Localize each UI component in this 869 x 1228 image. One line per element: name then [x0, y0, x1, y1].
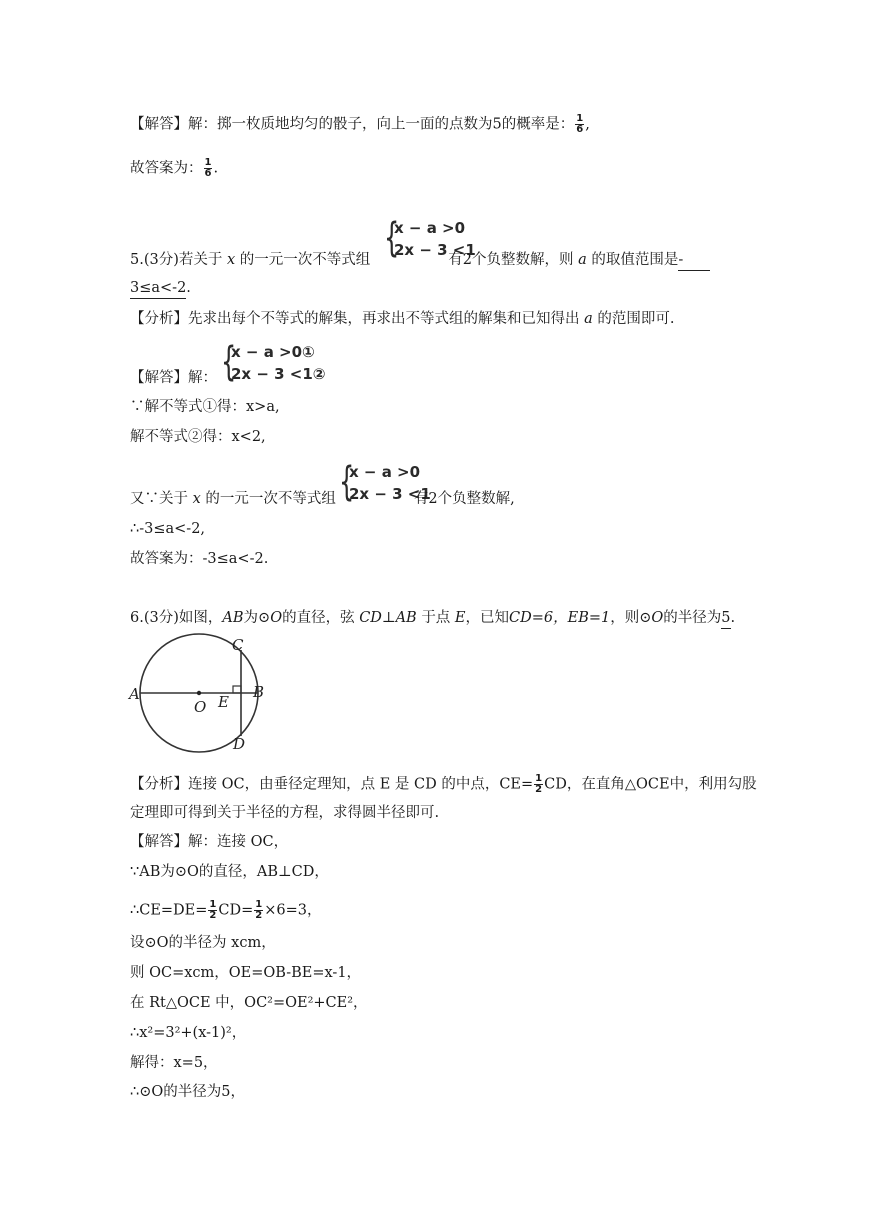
answer-blank: 5: [721, 608, 730, 629]
label-a: A: [129, 685, 140, 703]
q5-step1: ∵解不等式①得：x>a,: [130, 399, 280, 415]
center-point: [197, 691, 201, 695]
q6-step2: ∴CE=DE= $\frac{1}{2}$ CD= $\frac{1}{2}$ ×6=3，: [130, 899, 322, 921]
answer-text: 解：掷一枚质地均匀的骰子，向上一面的点数为5的概率是：: [188, 116, 575, 133]
label-c: C: [232, 636, 244, 654]
brace: {: [221, 339, 237, 385]
label-d: D: [233, 735, 246, 753]
fraction-one-sixth: $\frac{1}{6}$: [204, 157, 212, 179]
q5-answer: 故答案为：-3≤a<-2.: [130, 551, 269, 567]
label-e: E: [218, 693, 229, 711]
q5-step3: 又∵关于 x 的一元一次不等式组 有2个负整数解,: [130, 491, 515, 507]
q6-step5: 在 Rt△OCE 中，OC²=OE²+CE²，: [130, 995, 368, 1011]
answer-label: 【解答】: [130, 116, 188, 133]
q5-step2: 解不等式②得：x<2,: [130, 429, 266, 445]
q5-question: 5.(3分)若关于 x 的一元一次不等式组 有2个负整数解，则 a 的取值范围是-: [130, 250, 710, 271]
q6-step6: ∴x²=3²+(x-1)²，: [130, 1025, 247, 1041]
q6-step7: 解得：x=5，: [130, 1055, 218, 1071]
q6-analysis-2: 定理即可得到关于半径的方程，求得圆半径即可.: [130, 805, 440, 821]
q6-step3: 设⊙O的半径为 xcm，: [130, 935, 276, 951]
fraction-one-half: $\frac{1}{2}$: [535, 773, 543, 795]
fraction-one-half: $\frac{1}{2}$: [209, 899, 217, 921]
q5-step4: ∴-3≤a<-2,: [130, 521, 206, 537]
brace: {: [339, 459, 355, 505]
right-angle-mark: [233, 686, 241, 693]
q6-analysis-1: 【分析】连接 OC，由垂径定理知，点 E 是 CD 的中点，CE= $\frac{1}{2}$ CD，在直角△OCE中，利用勾股: [130, 773, 757, 795]
fraction-one-half: $\frac{1}{2}$: [255, 899, 263, 921]
q5-question-cont: 3≤a<-2.: [130, 278, 191, 299]
q6-question: 6.(3分)如图，AB为⊙O的直径，弦 CD⊥AB 于点 E，已知CD=6，EB=1，则⊙O的半径为5.: [130, 608, 735, 629]
q6-step1: ∵AB为⊙O的直径，AB⊥CD，: [130, 864, 329, 880]
q6-solution-start: 【解答】解：连接 OC，: [130, 834, 289, 850]
q5-analysis: 【分析】先求出每个不等式的解集，再求出不等式组的解集和已知得出 a 的范围即可.: [130, 311, 675, 327]
answer-blank: -: [678, 250, 710, 271]
q5-solution-label: 【解答】解：: [130, 370, 217, 386]
q4-answer-line: 【解答】解：掷一枚质地均匀的骰子，向上一面的点数为5的概率是： $\frac{1}{6}$ ,: [130, 113, 590, 135]
q4-final-answer: 故答案为： $\frac{1}{6}$ .: [130, 157, 219, 179]
brace: {: [384, 215, 400, 261]
q6-step4: 则 OC=xcm，OE=OB-BE=x-1，: [130, 965, 362, 981]
label-o: O: [194, 698, 207, 716]
circle-figure: [126, 632, 286, 758]
q6-step8: ∴⊙O的半径为5，: [130, 1084, 245, 1100]
label-b: B: [253, 683, 265, 701]
answer-blank: 3≤a<-2: [130, 278, 186, 299]
fraction-one-sixth: $\frac{1}{6}$: [576, 113, 584, 135]
